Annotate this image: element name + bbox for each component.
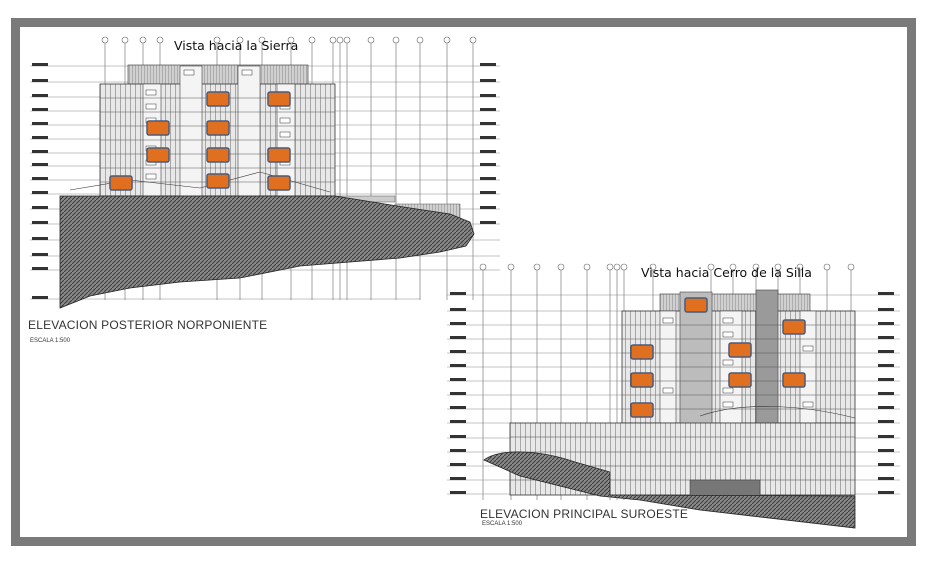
view-marker-icon bbox=[685, 298, 707, 312]
view-marker-icon bbox=[147, 121, 169, 135]
view-label-cerro-de-la-silla: Vista hacia Cerro de la Silla bbox=[641, 265, 812, 280]
view-marker-icon bbox=[631, 345, 653, 359]
view-marker-icon bbox=[207, 121, 229, 135]
view-marker-icon bbox=[729, 373, 751, 387]
scale-label-suroeste: ESCALA 1:500 bbox=[482, 521, 523, 527]
view-marker-icon bbox=[207, 92, 229, 106]
view-marker-icon bbox=[631, 403, 653, 417]
building-left bbox=[100, 65, 460, 218]
view-marker-icon bbox=[110, 176, 132, 190]
view-label-sierra: Vista hacia la Sierra bbox=[174, 38, 299, 53]
terrain-left bbox=[60, 196, 474, 308]
view-marker-icon bbox=[783, 373, 805, 387]
view-marker-icon bbox=[783, 320, 805, 334]
view-marker-icon bbox=[631, 373, 653, 387]
view-marker-icon bbox=[147, 148, 169, 162]
elevation-title-suroeste: ELEVACION PRINCIPAL SUROESTE bbox=[480, 507, 689, 521]
view-marker-icon bbox=[268, 148, 290, 162]
elevation-principal-suroeste bbox=[447, 264, 900, 528]
view-marker-icon bbox=[268, 176, 290, 190]
view-marker-icon bbox=[729, 343, 751, 357]
view-marker-icon bbox=[207, 174, 229, 188]
scale-label-norponiente: ESCALA 1:500 bbox=[30, 338, 71, 344]
view-marker-icon bbox=[268, 92, 290, 106]
elevation-posterior-norponiente bbox=[30, 37, 500, 308]
elevation-title-norponiente: ELEVACION POSTERIOR NORPONIENTE bbox=[28, 318, 268, 332]
view-marker-icon bbox=[207, 148, 229, 162]
